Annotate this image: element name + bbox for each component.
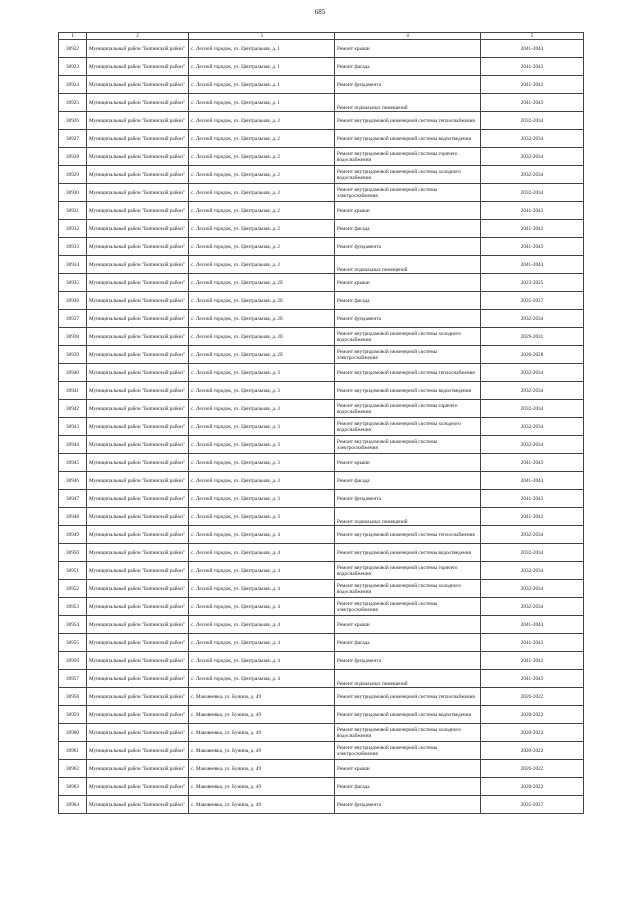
table-row xyxy=(59,310,584,328)
district-cell: Муниципальный район "Бипинский район" xyxy=(87,670,189,688)
table-row xyxy=(59,526,584,544)
period-cell: 2035-2037 xyxy=(481,796,584,814)
row-number-cell: 30923 xyxy=(59,58,87,76)
work-type-cell: Ремонт крыши xyxy=(335,274,481,292)
work-type-cell: Ремонт фасада xyxy=(335,58,481,76)
district-cell: Муниципальный район "Бипинский район" xyxy=(87,544,189,562)
row-number-cell: 30955 xyxy=(59,634,87,652)
district-cell: Муниципальный район "Бипинский район" xyxy=(87,310,189,328)
table-row xyxy=(59,346,584,364)
period-cell: 2032-2034 xyxy=(481,382,584,400)
row-number-cell: 30960 xyxy=(59,724,87,742)
work-type-cell: Ремонт фасада xyxy=(335,634,481,652)
work-type-cell: Ремонт крыши xyxy=(335,454,481,472)
page-number: 685 xyxy=(314,8,326,16)
table-row xyxy=(59,796,584,814)
work-type-cell: Ремонт фундамента xyxy=(335,490,481,508)
work-type-cell: Ремонт внутридомовой инженерной системы электроснабжения xyxy=(335,436,481,454)
row-number-cell: 30961 xyxy=(59,742,87,760)
row-number-cell: 30947 xyxy=(59,490,87,508)
period-cell: 2032-2034 xyxy=(481,112,584,130)
period-cell: 2020-2022 xyxy=(481,724,584,742)
district-cell: Муниципальный район "Бипинский район" xyxy=(87,382,189,400)
row-number-cell: 30945 xyxy=(59,454,87,472)
address-cell: с. Маковеевка, ул. Бунина, д. 49 xyxy=(189,688,335,706)
district-cell: Муниципальный район "Бипинский район" xyxy=(87,652,189,670)
district-cell: Муниципальный район "Бипинский район" xyxy=(87,58,189,76)
period-cell: 2029-2031 xyxy=(481,328,584,346)
district-cell: Муниципальный район "Бипинский район" xyxy=(87,436,189,454)
district-cell: Муниципальный район "Бипинский район" xyxy=(87,166,189,184)
period-cell: 2041-2043 xyxy=(481,508,584,526)
period-cell: 2032-2034 xyxy=(481,436,584,454)
table-row xyxy=(59,454,584,472)
work-type-cell: Ремонт крыши xyxy=(335,616,481,634)
work-type-cell: Ремонт крыши xyxy=(335,202,481,220)
table-row xyxy=(59,490,584,508)
work-type-cell: Ремонт внутридомовой инженерной системы холодного водоснабжения xyxy=(335,418,481,436)
work-type-cell: Ремонт внутридомовой инженерной системы теплоснабжения xyxy=(335,526,481,544)
district-cell: Муниципальный район "Бипинский район" xyxy=(87,634,189,652)
table-row xyxy=(59,580,584,598)
table-row xyxy=(59,724,584,742)
work-type-cell: Ремонт фундамента xyxy=(335,652,481,670)
table-row xyxy=(59,292,584,310)
address-cell: с. Лесной городок, ул. Центральная, д. 2 xyxy=(189,166,335,184)
work-type-cell: Ремонт внутридомовой инженерной системы горячего водоснабжения xyxy=(335,148,481,166)
column-header: 4 xyxy=(335,33,481,40)
row-number-cell: 30927 xyxy=(59,130,87,148)
period-cell: 2041-2043 xyxy=(481,652,584,670)
work-type-cell: Ремонт внутридомовой инженерной системы горячего водоснабжения xyxy=(335,400,481,418)
district-cell: Муниципальный район "Бипинский район" xyxy=(87,778,189,796)
period-cell: 2020-2022 xyxy=(481,742,584,760)
address-cell: с. Маковеевка, ул. Бунина, д. 49 xyxy=(189,760,335,778)
district-cell: Муниципальный район "Бипинский район" xyxy=(87,796,189,814)
district-cell: Муниципальный район "Бипинский район" xyxy=(87,346,189,364)
work-type-cell: Ремонт подвальных помещений xyxy=(335,94,481,112)
table-row xyxy=(59,148,584,166)
address-cell: с. Лесной городок, ул. Центральная, д. 2б xyxy=(189,310,335,328)
address-cell: с. Лесной городок, ул. Центральная, д. 2 xyxy=(189,238,335,256)
work-type-cell: Ремонт внутридомовой инженерной системы теплоснабжения xyxy=(335,364,481,382)
address-cell: с. Маковеевка, ул. Бунина, д. 49 xyxy=(189,706,335,724)
address-cell: с. Лесной городок, ул. Центральная, д. 3 xyxy=(189,436,335,454)
address-cell: с. Лесной городок, ул. Центральная, д. 2б xyxy=(189,292,335,310)
period-cell: 2041-2043 xyxy=(481,202,584,220)
table-row xyxy=(59,238,584,256)
period-cell: 2032-2034 xyxy=(481,166,584,184)
work-type-cell: Ремонт крыши xyxy=(335,40,481,58)
table-row xyxy=(59,256,584,274)
work-type-cell: Ремонт фасада xyxy=(335,292,481,310)
address-cell: с. Лесной городок, ул. Центральная, д. 2б xyxy=(189,274,335,292)
table-row xyxy=(59,436,584,454)
repair-schedule-table xyxy=(58,32,584,814)
row-number-cell: 30938 xyxy=(59,328,87,346)
row-number-cell: 30940 xyxy=(59,364,87,382)
address-cell: с. Лесной городок, ул. Центральная, д. 3 xyxy=(189,472,335,490)
row-number-cell: 30956 xyxy=(59,652,87,670)
address-cell: с. Лесной городок, ул. Центральная, д. 2 xyxy=(189,202,335,220)
row-number-cell: 30924 xyxy=(59,76,87,94)
address-cell: с. Лесной городок, ул. Центральная, д. 2 xyxy=(189,220,335,238)
district-cell: Муниципальный район "Бипинский район" xyxy=(87,706,189,724)
district-cell: Муниципальный район "Бипинский район" xyxy=(87,472,189,490)
row-number-cell: 30951 xyxy=(59,562,87,580)
work-type-cell: Ремонт крыши xyxy=(335,760,481,778)
table-row xyxy=(59,40,584,58)
address-cell: с. Лесной городок, ул. Центральная, д. 2б xyxy=(189,328,335,346)
address-cell: с. Лесной городок, ул. Центральная, д. 2 xyxy=(189,112,335,130)
period-cell: 2032-2034 xyxy=(481,526,584,544)
table-row xyxy=(59,706,584,724)
row-number-cell: 30952 xyxy=(59,580,87,598)
work-type-cell: Ремонт подвальных помещений xyxy=(335,670,481,688)
address-cell: с. Лесной городок, ул. Центральная, д. 4 xyxy=(189,526,335,544)
district-cell: Муниципальный район "Бипинский район" xyxy=(87,328,189,346)
table-body xyxy=(59,33,584,814)
district-cell: Муниципальный район "Бипинский район" xyxy=(87,184,189,202)
period-cell: 2032-2034 xyxy=(481,580,584,598)
period-cell: 2032-2034 xyxy=(481,364,584,382)
period-cell: 2041-2043 xyxy=(481,454,584,472)
address-cell: с. Лесной городок, ул. Центральная, д. 2 xyxy=(189,184,335,202)
address-cell: с. Лесной городок, ул. Центральная, д. 2б xyxy=(189,346,335,364)
address-cell: с. Лесной городок, ул. Центральная, д. 3 xyxy=(189,508,335,526)
table-row xyxy=(59,328,584,346)
work-type-cell: Ремонт внутридомовой инженерной системы холодного водоснабжения xyxy=(335,580,481,598)
district-cell: Муниципальный район "Бипинский район" xyxy=(87,454,189,472)
column-header: 5 xyxy=(481,33,584,40)
address-cell: с. Лесной городок, ул. Центральная, д. 2 xyxy=(189,130,335,148)
row-number-cell: 30932 xyxy=(59,220,87,238)
row-number-cell: 30962 xyxy=(59,760,87,778)
address-cell: с. Лесной городок, ул. Центральная, д. 3 xyxy=(189,382,335,400)
period-cell: 2041-2043 xyxy=(481,670,584,688)
address-cell: с. Лесной городок, ул. Центральная, д. 4 xyxy=(189,580,335,598)
work-type-cell: Ремонт фундамента xyxy=(335,238,481,256)
table-row xyxy=(59,670,584,688)
address-cell: с. Лесной городок, ул. Центральная, д. 1 xyxy=(189,94,335,112)
row-number-cell: 30958 xyxy=(59,688,87,706)
period-cell: 2020-2022 xyxy=(481,706,584,724)
address-cell: с. Лесной городок, ул. Центральная, д. 3 xyxy=(189,418,335,436)
district-cell: Муниципальный район "Бипинский район" xyxy=(87,724,189,742)
address-cell: с. Лесной городок, ул. Центральная, д. 3 xyxy=(189,454,335,472)
period-cell: 2041-2043 xyxy=(481,238,584,256)
table-row xyxy=(59,634,584,652)
work-type-cell: Ремонт внутридомовой инженерной системы электроснабжения xyxy=(335,346,481,364)
district-cell: Муниципальный район "Бипинский район" xyxy=(87,256,189,274)
district-cell: Муниципальный район "Бипинский район" xyxy=(87,526,189,544)
row-number-cell: 30942 xyxy=(59,400,87,418)
row-number-cell: 30963 xyxy=(59,778,87,796)
work-type-cell: Ремонт внутридомовой инженерной системы водоотведения xyxy=(335,382,481,400)
period-cell: 2041-2043 xyxy=(481,40,584,58)
address-cell: с. Маковеевка, ул. Бунина, д. 49 xyxy=(189,724,335,742)
period-cell: 2032-2034 xyxy=(481,562,584,580)
work-type-cell: Ремонт внутридомовой инженерной системы горячего водоснабжения xyxy=(335,562,481,580)
district-cell: Муниципальный район "Бипинский район" xyxy=(87,580,189,598)
row-number-cell: 30928 xyxy=(59,148,87,166)
period-cell: 2032-2034 xyxy=(481,544,584,562)
address-cell: с. Лесной городок, ул. Центральная, д. 4 xyxy=(189,634,335,652)
row-number-cell: 30948 xyxy=(59,508,87,526)
period-cell: 2032-2034 xyxy=(481,400,584,418)
district-cell: Муниципальный район "Бипинский район" xyxy=(87,598,189,616)
work-type-cell: Ремонт фасада xyxy=(335,220,481,238)
work-type-cell: Ремонт внутридомовой инженерной системы электроснабжения xyxy=(335,184,481,202)
row-number-cell: 30944 xyxy=(59,436,87,454)
row-number-cell: 30941 xyxy=(59,382,87,400)
period-cell: 2032-2034 xyxy=(481,310,584,328)
row-number-cell: 30925 xyxy=(59,94,87,112)
work-type-cell: Ремонт внутридомовой инженерной системы электроснабжения xyxy=(335,742,481,760)
district-cell: Муниципальный район "Бипинский район" xyxy=(87,688,189,706)
district-cell: Муниципальный район "Бипинский район" xyxy=(87,148,189,166)
address-cell: с. Лесной городок, ул. Центральная, д. 3 xyxy=(189,364,335,382)
work-type-cell: Ремонт фундамента xyxy=(335,76,481,94)
address-cell: с. Лесной городок, ул. Центральная, д. 4 xyxy=(189,670,335,688)
period-cell: 2041-2043 xyxy=(481,220,584,238)
row-number-cell: 30953 xyxy=(59,598,87,616)
address-cell: с. Лесной городок, ул. Центральная, д. 1 xyxy=(189,58,335,76)
table-row xyxy=(59,418,584,436)
period-cell: 2041-2043 xyxy=(481,76,584,94)
table-row xyxy=(59,472,584,490)
table-row xyxy=(59,382,584,400)
table-row xyxy=(59,400,584,418)
table-row xyxy=(59,562,584,580)
work-type-cell: Ремонт внутридомовой инженерной системы холодного водоснабжения xyxy=(335,166,481,184)
period-cell: 2041-2043 xyxy=(481,472,584,490)
address-cell: с. Лесной городок, ул. Центральная, д. 4 xyxy=(189,652,335,670)
table-row xyxy=(59,652,584,670)
period-cell: 2032-2034 xyxy=(481,130,584,148)
column-header: 3 xyxy=(189,33,335,40)
work-type-cell: Ремонт подвальных помещений xyxy=(335,256,481,274)
period-cell: 2035-2037 xyxy=(481,292,584,310)
table-row xyxy=(59,364,584,382)
district-cell: Муниципальный район "Бипинский район" xyxy=(87,616,189,634)
table-row xyxy=(59,760,584,778)
address-cell: с. Лесной городок, ул. Центральная, д. 2 xyxy=(189,256,335,274)
district-cell: Муниципальный район "Бипинский район" xyxy=(87,292,189,310)
row-number-cell: 30922 xyxy=(59,40,87,58)
row-number-cell: 30936 xyxy=(59,292,87,310)
table-row xyxy=(59,598,584,616)
period-cell: 2041-2043 xyxy=(481,490,584,508)
row-number-cell: 30954 xyxy=(59,616,87,634)
address-cell: с. Маковеевка, ул. Бунина, д. 49 xyxy=(189,796,335,814)
work-type-cell: Ремонт внутридомовой инженерной системы теплоснабжения xyxy=(335,112,481,130)
address-cell: с. Лесной городок, ул. Центральная, д. 4 xyxy=(189,616,335,634)
district-cell: Муниципальный район "Бипинский район" xyxy=(87,130,189,148)
row-number-cell: 30950 xyxy=(59,544,87,562)
table-row xyxy=(59,184,584,202)
district-cell: Муниципальный район "Бипинский район" xyxy=(87,742,189,760)
row-number-cell: 30931 xyxy=(59,202,87,220)
district-cell: Муниципальный район "Бипинский район" xyxy=(87,274,189,292)
district-cell: Муниципальный район "Бипинский район" xyxy=(87,238,189,256)
row-number-cell: 30937 xyxy=(59,310,87,328)
district-cell: Муниципальный район "Бипинский район" xyxy=(87,760,189,778)
address-cell: с. Лесной городок, ул. Центральная, д. 1 xyxy=(189,40,335,58)
district-cell: Муниципальный район "Бипинский район" xyxy=(87,112,189,130)
period-cell: 2032-2034 xyxy=(481,148,584,166)
column-header: 2 xyxy=(87,33,189,40)
address-cell: с. Лесной городок, ул. Центральная, д. 3 xyxy=(189,400,335,418)
district-cell: Муниципальный район "Бипинский район" xyxy=(87,364,189,382)
work-type-cell: Ремонт внутридомовой инженерной системы водоотведения xyxy=(335,706,481,724)
period-cell: 2041-2043 xyxy=(481,256,584,274)
period-cell: 2032-2034 xyxy=(481,184,584,202)
row-number-cell: 30930 xyxy=(59,184,87,202)
row-number-cell: 30943 xyxy=(59,418,87,436)
row-number-cell: 30929 xyxy=(59,166,87,184)
row-number-cell: 30934 xyxy=(59,256,87,274)
period-cell: 2041-2043 xyxy=(481,616,584,634)
district-cell: Муниципальный район "Бипинский район" xyxy=(87,490,189,508)
district-cell: Муниципальный район "Бипинский район" xyxy=(87,76,189,94)
work-type-cell: Ремонт подвальных помещений xyxy=(335,508,481,526)
period-cell: 2020-2022 xyxy=(481,778,584,796)
table-row xyxy=(59,112,584,130)
table-row xyxy=(59,58,584,76)
table-row xyxy=(59,544,584,562)
work-type-cell: Ремонт внутридомовой инженерной системы холодного водоснабжения xyxy=(335,328,481,346)
table-row xyxy=(59,778,584,796)
table-row xyxy=(59,688,584,706)
work-type-cell: Ремонт внутридомовой инженерной системы водоотведения xyxy=(335,544,481,562)
address-cell: с. Лесной городок, ул. Центральная, д. 3 xyxy=(189,490,335,508)
work-type-cell: Ремонт фасада xyxy=(335,778,481,796)
address-cell: с. Маковеевка, ул. Бунина, д. 49 xyxy=(189,778,335,796)
row-number-cell: 30926 xyxy=(59,112,87,130)
period-cell: 2041-2043 xyxy=(481,58,584,76)
period-cell: 2032-2034 xyxy=(481,598,584,616)
table-header-row xyxy=(59,33,584,40)
row-number-cell: 30949 xyxy=(59,526,87,544)
district-cell: Муниципальный район "Бипинский район" xyxy=(87,220,189,238)
row-number-cell: 30933 xyxy=(59,238,87,256)
work-type-cell: Ремонт внутридомовой инженерной системы теплоснабжения xyxy=(335,688,481,706)
period-cell: 2026-2028 xyxy=(481,346,584,364)
address-cell: с. Лесной городок, ул. Центральная, д. 2 xyxy=(189,148,335,166)
period-cell: 2041-2043 xyxy=(481,94,584,112)
district-cell: Муниципальный район "Бипинский район" xyxy=(87,508,189,526)
table-row xyxy=(59,508,584,526)
table-row xyxy=(59,94,584,112)
period-cell: 2020-2022 xyxy=(481,760,584,778)
address-cell: с. Лесной городок, ул. Центральная, д. 1 xyxy=(189,76,335,94)
district-cell: Муниципальный район "Бипинский район" xyxy=(87,94,189,112)
period-cell: 2020-2022 xyxy=(481,688,584,706)
period-cell: 2032-2034 xyxy=(481,418,584,436)
table-row xyxy=(59,166,584,184)
table-row xyxy=(59,76,584,94)
district-cell: Муниципальный район "Бипинский район" xyxy=(87,562,189,580)
address-cell: с. Лесной городок, ул. Центральная, д. 4 xyxy=(189,598,335,616)
work-type-cell: Ремонт фасада xyxy=(335,472,481,490)
address-cell: с. Маковеевка, ул. Бунина, д. 49 xyxy=(189,742,335,760)
table-row xyxy=(59,220,584,238)
address-cell: с. Лесной городок, ул. Центральная, д. 4 xyxy=(189,562,335,580)
work-type-cell: Ремонт внутридомовой инженерной системы электроснабжения xyxy=(335,598,481,616)
table-row xyxy=(59,130,584,148)
district-cell: Муниципальный район "Бипинский район" xyxy=(87,202,189,220)
period-cell: 2023-2025 xyxy=(481,274,584,292)
row-number-cell: 30957 xyxy=(59,670,87,688)
district-cell: Муниципальный район "Бипинский район" xyxy=(87,418,189,436)
district-cell: Муниципальный район "Бипинский район" xyxy=(87,40,189,58)
work-type-cell: Ремонт фундамента xyxy=(335,310,481,328)
address-cell: с. Лесной городок, ул. Центральная, д. 4 xyxy=(189,544,335,562)
row-number-cell: 30964 xyxy=(59,796,87,814)
period-cell: 2041-2043 xyxy=(481,634,584,652)
work-type-cell: Ремонт фундамента xyxy=(335,796,481,814)
row-number-cell: 30939 xyxy=(59,346,87,364)
table-row xyxy=(59,202,584,220)
table-row xyxy=(59,742,584,760)
table-row xyxy=(59,616,584,634)
district-cell: Муниципальный район "Бипинский район" xyxy=(87,400,189,418)
row-number-cell: 30946 xyxy=(59,472,87,490)
work-type-cell: Ремонт внутридомовой инженерной системы холодного водоснабжения xyxy=(335,724,481,742)
row-number-cell: 30959 xyxy=(59,706,87,724)
table-row xyxy=(59,274,584,292)
work-type-cell: Ремонт внутридомовой инженерной системы водоотведения xyxy=(335,130,481,148)
column-header: 1 xyxy=(59,33,87,40)
row-number-cell: 30935 xyxy=(59,274,87,292)
